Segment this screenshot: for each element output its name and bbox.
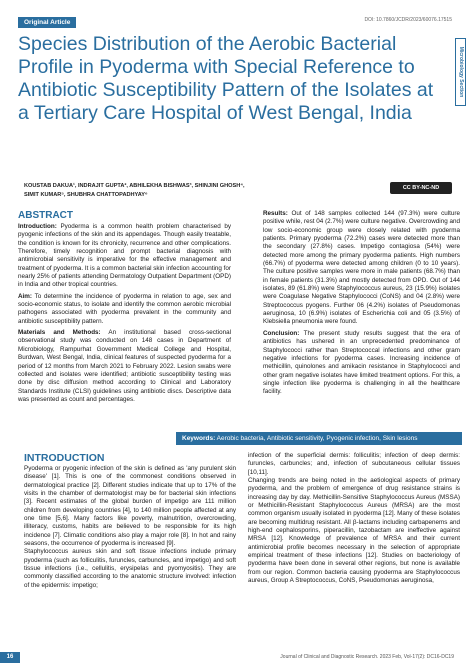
abstract-left-column (18, 210, 231, 407)
cc-license-icon[interactable]: CC BY-NC-ND (390, 182, 452, 194)
abstract-introduction (18, 223, 231, 290)
introduction-right-text: infection of the superficial dermis: folliculitis; infection of deep dermis: furuncles, carbuncles; and, infection of subcutaneous cellular tissues [10,11]. Changing trends are being noted in the aetiological aspects of primary pyoderma, and the problem of emergence of drug resistance strains is increasing day by day. Methicillin-Sensitive Staphylococcus Aureus (MSSA) or Methicillin-Resistant Staphylococcus Aureus (MRSA) are the most common organism usually isolated in pyoderma [12]. Many of these isolates are becoming multidrug resistant. All β-lactams including carbapenems and high-end cephalosporins, piperacillin, tazobactam are ineffective against MRSA [12]. Knowledge of prevalence of MRSA and their current antimicrobial profile becomes necessary in the selection of appropriate empirical treatment of these infections [12]. Studies on bacteriology of pyoderma have been done in several other regions, but none is available from our region. Common bacteria causing pyoderma are Staphylococcus aureus, Group A Streptococcus, CoNS, Pseudomonas aeruginosa, (248, 452, 460, 585)
author-list (24, 182, 354, 200)
abstract-aim (18, 293, 231, 326)
author-line-1: KOUSTAB DAKUA¹, INDRAJIT GUPTA², ABHILEKHA BISHWAS³, SHINJINI GHOSH⁴, (24, 183, 245, 189)
abstract-conclusion-text: The present study results suggest that the era of antibiotics has ushered in an unprecedented predominance of Staphylococci rather than Streptococcal infections and other gram negative infections for pyoderma cases. Increasing incidence of methicillin, quinolones and amikacin resistance in Staphylococci and other gram negative isolates have limited treatment options. For this, a single infection like pyoderma is challenging in all the healthcare facility. (263, 329, 460, 396)
abstract-intro-label: Introduction: (18, 223, 57, 230)
abstract-conclusion-label: Conclusion: (263, 329, 300, 337)
body-left-column (24, 452, 236, 590)
abstract-aim-text: To determine the incidence of pyoderma in relation to age, sex and socio-economic status, to isolate and identify the common aerobic microbial pathogens associated with pyoderma prevalent in the community and antibiotic susceptibility pattern. (18, 292, 231, 325)
article-title: Species Distribution of the Aerobic Bacterial Profile in Pyoderma with Special Reference to Antibiotic Susceptibility Pattern of the Isolates at a Tertiary Care Hospital of West Bengal, India (18, 33, 434, 124)
abstract-box (12, 208, 462, 430)
header-strip (0, 0, 474, 32)
abstract-heading: ABSTRACT (18, 210, 73, 221)
page-number: 16 (0, 652, 20, 663)
abstract-methods-text: An institutional based cross-sectional observational study was conducted on 148 cases in Department of Microbiology, Rampurhat Government Medical College and Hospital, Burdwan, West Bengal, India, clinical features of suspected pyoderma for a period of 12 months from March 2021 to February 2022. Lesion swabs were collected and isolates were identified; antibiotic susceptibility testing was done by disc diffusion method according to Clinical and Laboratory Standards Institute (CLSI) guidelines using antibiotic discs. Descriptive data was presented as count and percentages. (18, 329, 231, 403)
journal-citation: Journal of Clinical and Diagnostic Research. 2023 Feb, Vol-17(2): DC16-DC19 (280, 654, 454, 660)
abstract-results (263, 210, 460, 327)
authors-bar (12, 178, 462, 206)
abstract-methods (18, 329, 231, 404)
article-type-badge: Original Article (18, 17, 76, 28)
keywords-label: Keywords: (182, 435, 216, 442)
keywords-text: Aerobic bacteria, Antibiotic sensitivity, Pyogenic infection, Skin lesions (215, 435, 418, 442)
section-tab-label: Microbiology Section (457, 46, 464, 98)
body-right-column (248, 452, 460, 586)
abstract-right-column (263, 210, 460, 400)
abstract-results-label: Results: (263, 210, 288, 217)
page-footer (0, 644, 474, 670)
abstract-intro-text: Pyoderma is a common health problem characterised by pyogenic infections of the skin and its appendages. Though easily treatable, the condition is known for its chronicity, recurrence and other complications. Therefore, timely recognition and prompt bacterial diagnosis with antimicrobial sensitivity is imperative for the effective management and treatment of pyoderma. It is a common bacterial skin infection accounting for nearly 25% of patients attending Dermatology Outpatient Department (OPD) in India and other tropical countries. (18, 223, 231, 289)
introduction-heading: INTRODUCTION (24, 452, 105, 464)
section-tab (455, 38, 466, 106)
keywords-bar (176, 432, 462, 445)
abstract-aim-label: Aim: (18, 292, 32, 300)
abstract-methods-label: Materials and Methods: (18, 329, 101, 337)
introduction-left-text: Pyoderma or pyogenic infection of the skin is defined as 'any purulent skin disease' [1]. This is one of the commonest conditions observed in dermatological practice [2]. Different studies indicate that up to 17% of the visits in the chamber of dermatologist may be for bacterial skin infections [3]. Recent estimates of the global burden of impetigo are 111 million children from developing countries [4], to 140 million people affected at any one time [5,6]. Many factors like poverty, malnutrition, overcrowding, illiteracy, customs, habits are believed to be responsible for its high incidence [7]. Climatic conditions also play a major role [8]. In hot and rainy seasons, the occurrence of pyoderma is increased [9]. Staphylococcus aureus skin and soft tissue infections include primary pyoderma (such as folliculitis, furuncles, carbuncles, and impetigo) and soft tissue infections (i.e., cellulitis, erysipelas and pyomyositis). They are commonly classified according to the anatomic structure involved: infection of the epidermis: impetigo; (24, 465, 236, 589)
author-line-2: SIMIT KUMAR⁵, SHUBHRA CHATTOPADHYAY⁶ (24, 192, 148, 198)
abstract-conclusion (263, 330, 460, 397)
doi-text[interactable]: DOI: 10.7860/JCDR/2023/60076.17515 (364, 17, 452, 23)
abstract-results-text: Out of 148 samples collected 144 (97.3%) were culture positive while, rest 04 (2.7%) were culture negative. Overcrowding and low socio-economic group were closely related with pyoderma patients. Primary pyoderma (72.2%) cases were detected more than the secondary (27.8%) cases. Impetigo contagiosa (54%) were detected more among the primary pyoderma patients. High numbers (66.7%) of pyoderma were detected among children (0 to 10 years). The culture positive samples were more in male patients (68.7%) than in female patients (31.3%) and mostly detected from OPD. Out of 144 isolates, 89 (61.8%) were Staphylococcus aureus, 23 (15.9%) isolates were Coagulase Negative Staphylococci (CoNS) and 04 (2.8%) were Streptococcus pyogens. Further 06 (4.2%) isolates of Pseudomonas aeruginosa, 10 (6.9%) isolates of Escherichia coli and 05 (3.5%) of Klebsiella pneumonia were found. (263, 210, 460, 326)
